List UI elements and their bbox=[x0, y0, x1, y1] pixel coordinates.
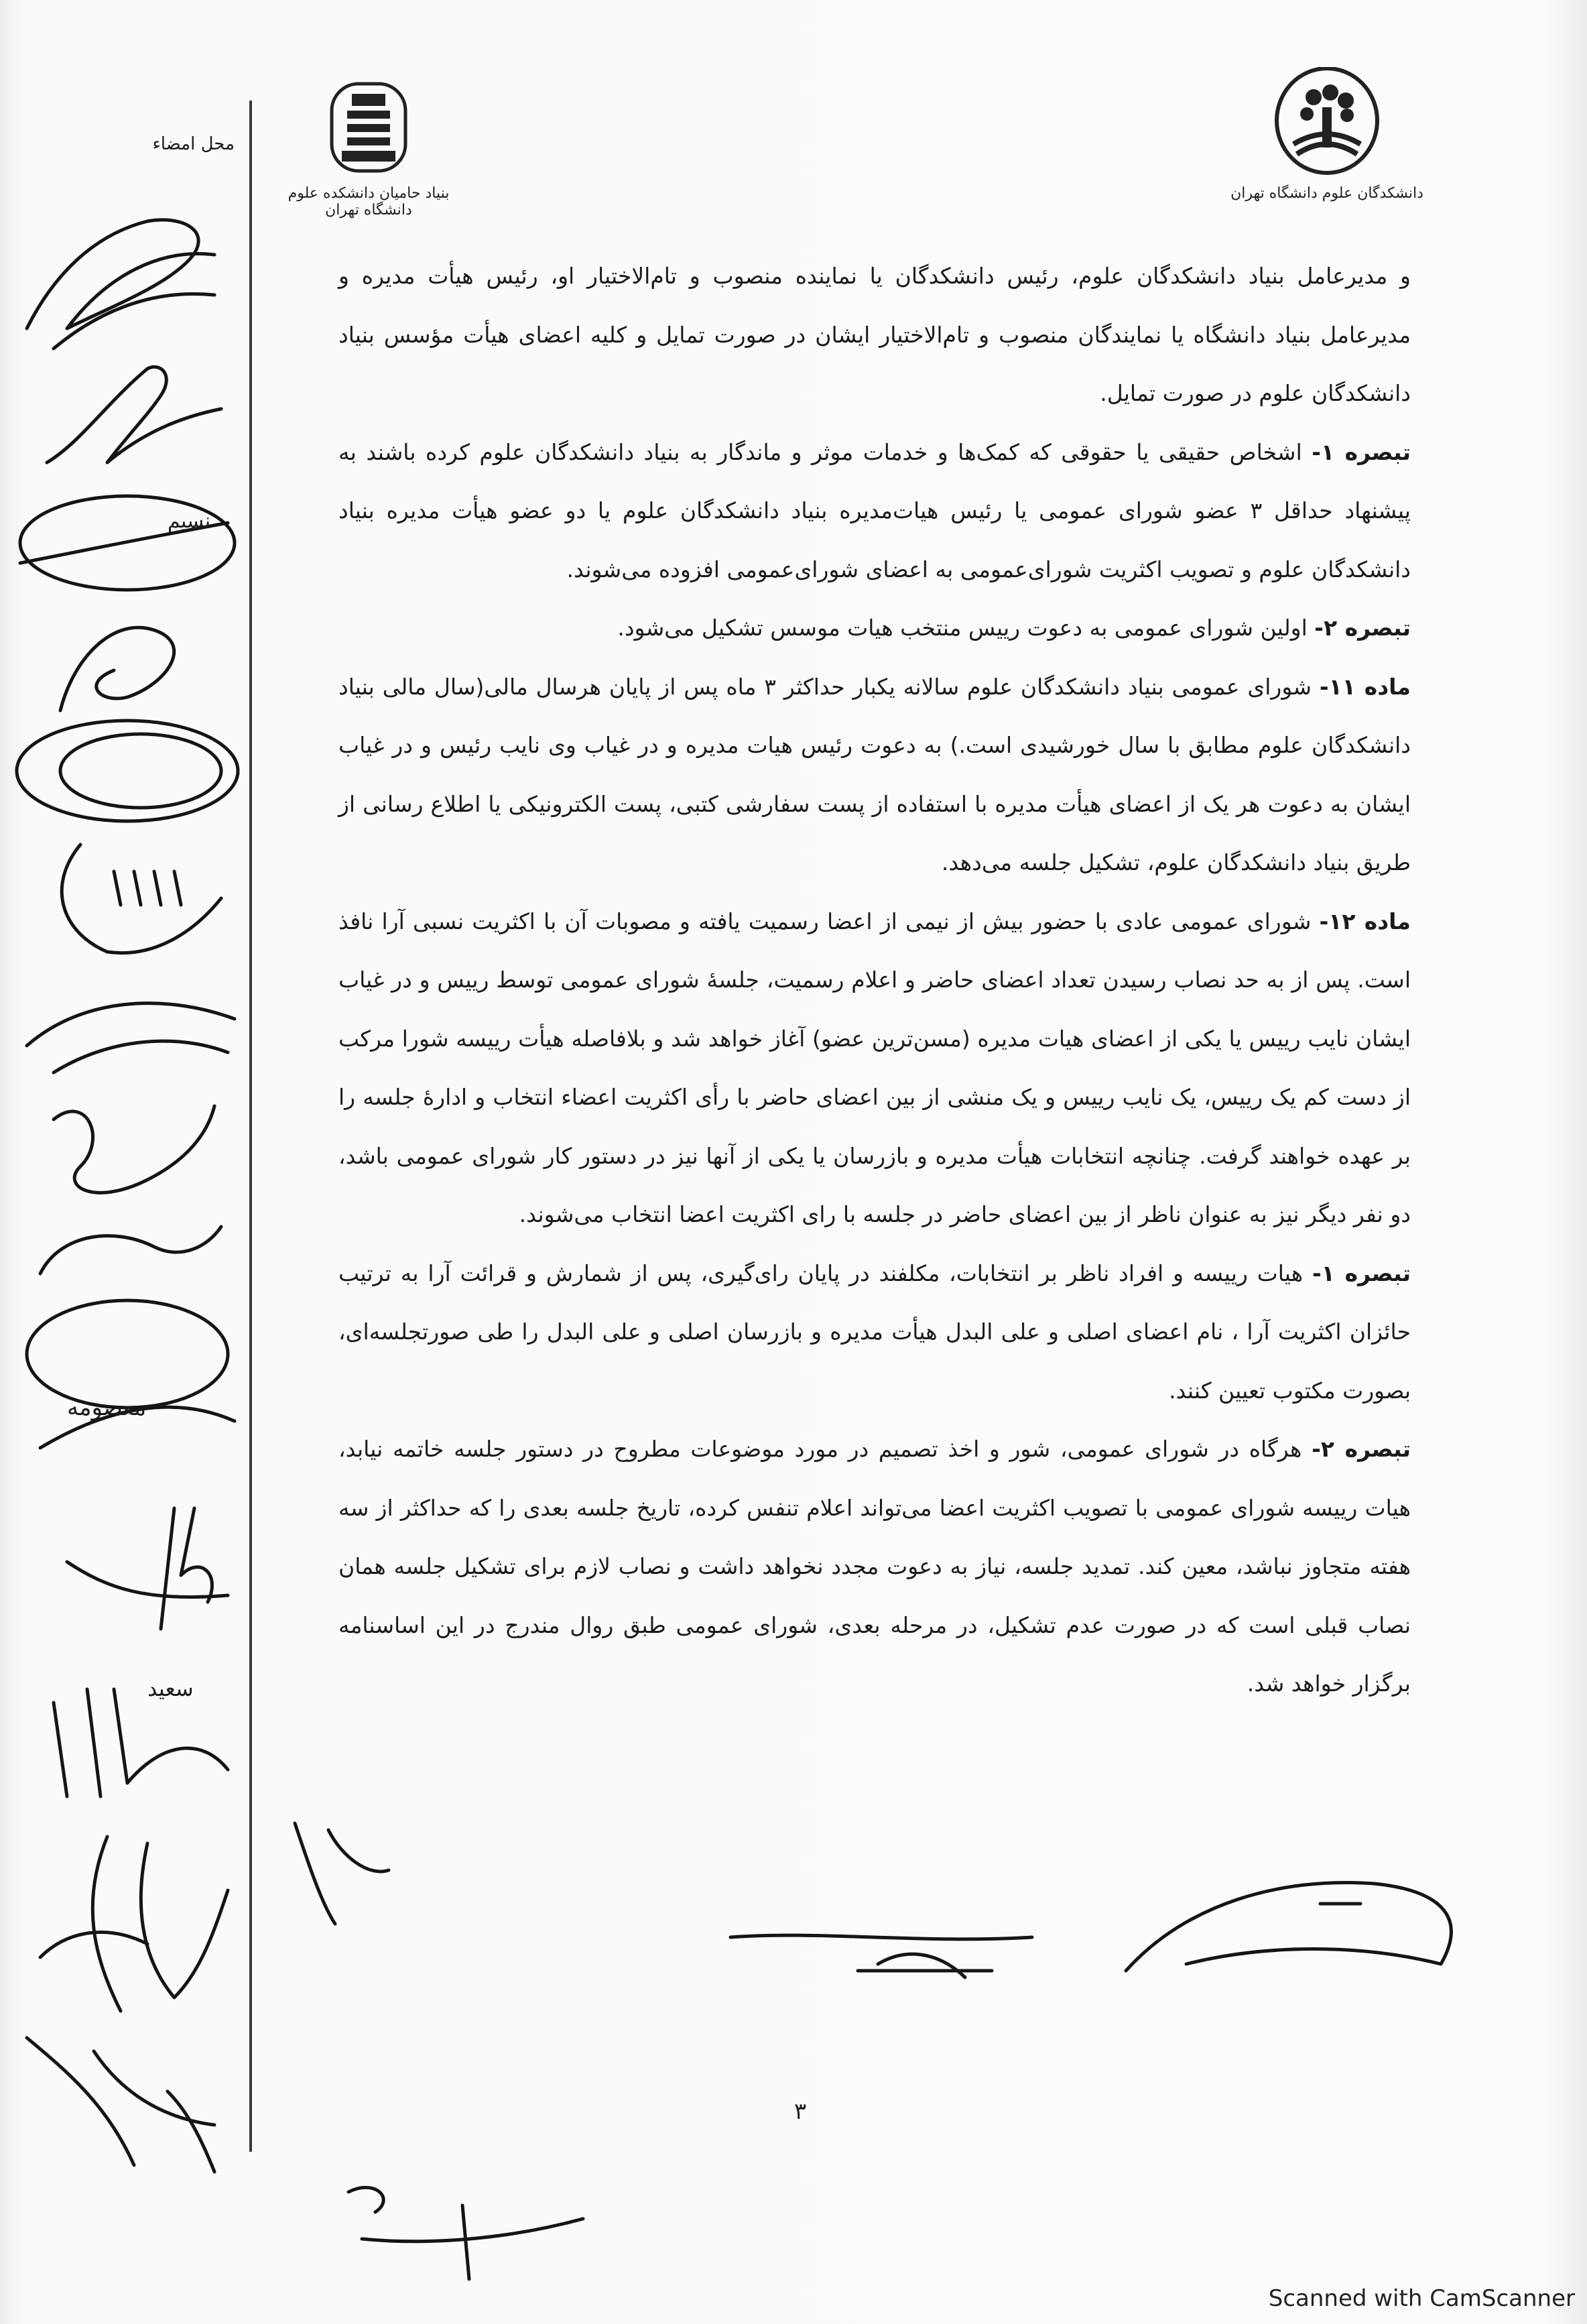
scanner-watermark: Scanned with CamScanner bbox=[1268, 2285, 1575, 2312]
signature-body-2 bbox=[724, 1924, 1045, 2007]
paragraph-text: اشخاص حقیقی یا حقوقی که کمک‌ها و خدمات موثر و ماندگار به بنیاد دانشکدگان علوم کرده باشند به پیشنهاد حداقل ۳ عضو شورای عمومی یا رئیس هیات‌مدیره بنیاد دانشکدگان علوم یا دو عضو هیأت مدیره بنیاد دانشکدگان علوم و تصویب اکثریت شورای‌عمومی به اعضای شورای‌عمومی افزوده می‌شوند. bbox=[338, 438, 1411, 583]
signature-2 bbox=[27, 349, 241, 485]
paragraph-text: شورای عمومی بنیاد دانشکدگان علوم سالانه یکبار حداکثر ۳ ماه پس از پایان هرسال مالی(سال مالی بنیاد دانشکدگان علوم مطابق با سال خورشیدی است.) به دعوت رئیس هیات مدیره و در غیاب وی نایب رئیس و در غیاب ایشان به دعوت هر یک از اعضای هیأت مدیره با استفاده از پست سفارشی کتبی، پست الکترونیکی یا اطلاع رسانی از طریق بنیاد دانشکدگان علوم، تشکیل جلسه می‌دهد. bbox=[338, 673, 1411, 875]
signature-14 bbox=[13, 1823, 241, 2027]
signature-scribble-icon bbox=[20, 1207, 235, 1294]
signature-name: سعید bbox=[147, 1676, 194, 1701]
paragraph-label: ماده ۱۱- bbox=[1319, 673, 1411, 700]
signature-scribble-icon bbox=[335, 2165, 590, 2286]
signature-scribble-icon bbox=[7, 483, 241, 610]
paragraph-label: تبصره ۲- bbox=[1312, 1436, 1411, 1462]
signature-scribble-icon bbox=[724, 1924, 1045, 2004]
signature-8 bbox=[27, 1079, 228, 1216]
foundation-emblem-icon bbox=[268, 80, 469, 181]
signature-scribble-icon bbox=[27, 349, 241, 483]
signature-scribble-icon bbox=[13, 2011, 241, 2185]
signature-scribble-icon bbox=[7, 704, 248, 838]
foundation-logo bbox=[268, 80, 469, 219]
signature-name: معصومه bbox=[67, 1394, 147, 1421]
margin-divider bbox=[249, 101, 252, 2152]
signature-body-4 bbox=[335, 2165, 590, 2288]
paragraph-label: تبصره ۱- bbox=[1312, 1260, 1411, 1286]
signature-scribble-icon bbox=[13, 1823, 241, 2024]
signature-scribble-icon bbox=[20, 831, 241, 965]
signature-9 bbox=[20, 1207, 235, 1296]
document-body bbox=[338, 247, 1411, 1713]
paragraph-note-2 bbox=[338, 599, 1411, 658]
paragraph-text: اولین شورای عمومی به دعوت رییس منتخب هیات موسس تشکیل می‌شود. bbox=[617, 615, 1315, 641]
signature-3 bbox=[7, 483, 241, 613]
signature-scribble-icon bbox=[27, 1662, 241, 1823]
signature-5 bbox=[7, 704, 248, 841]
signature-scribble-icon bbox=[1106, 1863, 1481, 1984]
page-number: ۳ bbox=[794, 2098, 807, 2125]
signature-6 bbox=[20, 831, 241, 968]
faculty-logo-caption: دانشکدگان علوم دانشگاه تهران bbox=[1230, 185, 1423, 202]
signature-scribble-icon bbox=[13, 979, 241, 1079]
paragraph-intro bbox=[338, 247, 1411, 423]
signature-column-title: محل امضاء bbox=[152, 134, 235, 154]
foundation-logo-caption: بنیاد حامیان دانشکده علوم دانشگاه تهران bbox=[288, 185, 450, 219]
signature-13 bbox=[27, 1662, 241, 1826]
signature-7 bbox=[13, 979, 241, 1082]
paragraph-text: و مدیرعامل بنیاد دانشکدگان علوم، رئیس دانشکدگان یا نماینده منصوب و تام‌الاختیار او، رئیس هیأت مدیره و مدیرعامل بنیاد دانشگاه یا نمایندگان منصوب و تام‌الاختیار ایشان در صورت تمایل و کلیه اعضای هیأت مؤسس بنیاد دانشکدگان علوم در صورت تمایل. bbox=[338, 263, 1411, 406]
signature-body-1 bbox=[275, 1810, 395, 1933]
paragraph-label: ماده ۱۲- bbox=[1319, 908, 1411, 934]
faculty-emblem-icon bbox=[1213, 67, 1441, 181]
signature-scribble-icon bbox=[275, 1810, 395, 1931]
signature-scribble-icon bbox=[40, 1495, 241, 1642]
paragraph-label: تبصره ۲- bbox=[1314, 615, 1411, 641]
paragraph-note-1 bbox=[338, 423, 1411, 599]
paragraph-article-11 bbox=[338, 658, 1411, 892]
signature-15 bbox=[13, 2011, 241, 2188]
signature-body-3 bbox=[1106, 1863, 1481, 1987]
signature-name: نسیم bbox=[168, 509, 211, 533]
paragraph-text: هیات رییسه و افراد ناظر بر انتخابات، مکلفند در پایان رای‌گیری، پس از شمارش و قرائت آرا به ترتیب حائزان اکثریت آرا ، نام اعضای اصلی و علی البدل هیأت مدیره و بازرسان اصلی و علی البدل را طی صورتجلسه‌ای، بصورت مکتوب تعیین کنند. bbox=[338, 1260, 1411, 1404]
paragraph-label: تبصره ۱- bbox=[1312, 438, 1411, 465]
signature-scribble-icon bbox=[27, 1079, 228, 1213]
paragraph-article-12 bbox=[338, 892, 1411, 1244]
faculty-logo bbox=[1213, 67, 1441, 202]
signature-11 bbox=[27, 1367, 241, 1464]
paragraph-article-12-note-2 bbox=[338, 1420, 1411, 1713]
signature-1 bbox=[13, 194, 241, 358]
signature-12 bbox=[40, 1495, 241, 1645]
paragraph-text: هرگاه در شورای عمومی، شور و اخذ تصمیم در مورد موضوعات مطروح در دستور جلسه خاتمه نیابد، هیات رییسه شورای عمومی با تصویب اکثریت اعضا می‌تواند اعلام تنفس کرده، تاریخ جلسه بعدی را که حداکثر از سه هفته متجاوز نباشد، معین کند. تمدید جلسه، نیاز به دعوت مجدد نخواهد داشت و نصاب لازم برای تشکیل جلسه همان نصاب قبلی است که در صورت عدم تشکیل، در مرحله بعدی، شورای عمومی طبق روال مندرج در این اساسنامه برگزار خواهد شد. bbox=[338, 1436, 1411, 1697]
signature-scribble-icon bbox=[13, 194, 241, 355]
paragraph-text: شورای عمومی عادی با حضور بیش از نیمی از اعضا رسمیت یافته و مصوبات آن با اکثریت نسبی آرا نافذ است. پس از به حد نصاب رسیدن تعداد اعضای حاضر و اعلام رسمیت، جلسهٔ شورای عمومی توسط رییس و در غیاب ایشان نایب رییس یا یکی از اعضای هیات مدیره (مسن‌ترین عضو) آغاز خواهد شد و بلافاصله هیأت رییسه شورا مرکب از دست کم یک رییس، یک نایب رییس و یک منشی از بین اعضای حاضر با رأی اکثریت اعضاء انتخاب و ادارهٔ جلسه را بر عهده خواهند گرفت. چنانچه انتخابات هیأت مدیره و بازرسان یا یکی از آنها نیز در دستور کار شورای عمومی باشد، دو نفر دیگر نیز به عنوان ناظر از بین اعضای حاضر در جلسه با رای اکثریت اعضا انتخاب می‌شوند. bbox=[338, 908, 1411, 1227]
paragraph-article-12-note-1 bbox=[338, 1244, 1411, 1420]
